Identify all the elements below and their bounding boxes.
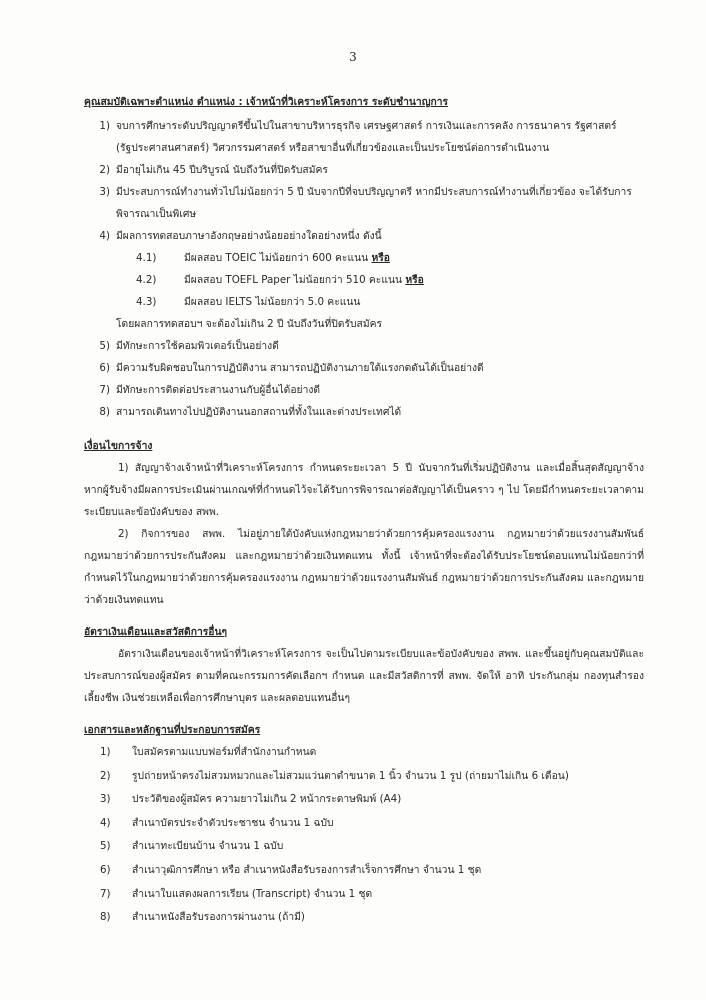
or-connector: หรือ (405, 274, 424, 286)
list-number: 5) (100, 840, 111, 853)
list-text: สำเนาบัตรประจำตัวประชาชน จำนวน 1 ฉบับ (132, 816, 334, 829)
list-text: มีผลการทดสอบภาษาอังกฤษอย่างน้อยอย่างใดอย่างหนึ่ง ดังนี้ (116, 230, 382, 242)
document-body (84, 91, 644, 930)
sub-list-item (136, 269, 644, 291)
list-number: 2) (99, 164, 110, 176)
sub-list-number: 4.1) (136, 252, 157, 264)
list-text: สำเนาหนังสือรับรองการผ่านงาน (ถ้ามี) (132, 911, 305, 924)
list-item (84, 115, 644, 159)
list-number: 4) (100, 816, 111, 829)
list-number: 1) (100, 746, 111, 758)
list-text: มีทักษะการติดต่อประสานงานกับผู้อื่นได้อย่างดี (116, 384, 321, 396)
list-item (100, 765, 644, 789)
page-number: 3 (349, 50, 357, 64)
or-connector: หรือ (371, 252, 390, 264)
list-item (100, 835, 644, 859)
list-text: มีทักษะการใช้คอมพิวเตอร์เป็นอย่างดี (116, 340, 279, 352)
list-number: 5) (99, 340, 110, 352)
list-number: 3) (99, 186, 110, 198)
list-item (100, 812, 644, 836)
list-number: 6) (99, 362, 110, 374)
list-number: 4) (99, 230, 110, 242)
sub-list-text-main: มีผลสอบ IELTS ไม่น้อยกว่า 5.0 คะแนน (184, 296, 361, 308)
list-text: สำเนาใบแสดงผลการเรียน (Transcript) จำนวน 1 ชุด (132, 887, 373, 900)
sub-list-text (184, 247, 390, 269)
list-text: มีอายุไม่เกิน 45 ปีบริบูรณ์ นับถึงวันที่ปิดรับสมัคร (116, 164, 328, 176)
list-text: มีความรับผิดชอบในการปฏิบัติงาน สามารถปฏิบัติงานภายใต้แรงกดดันได้เป็นอย่างดี (116, 362, 484, 374)
test-validity-note: โดยผลการทดสอบฯ จะต้องไม่เกิน 2 ปี นับถึงวันที่ปิดรับสมัคร (116, 318, 383, 330)
sub-list-text-main: มีผลสอบ TOEFL Paper ไม่น้อยกว่า 510 คะแนน (184, 274, 406, 286)
sub-list-item (136, 291, 644, 313)
list-text: สำเนาวุฒิการศึกษา หรือ สำเนาหนังสือรับรองการสำเร็จการศึกษา จำนวน 1 ชุด (132, 863, 482, 876)
sub-list-text-main: มีผลสอบ TOEIC ไม่น้อยกว่า 600 คะแนน (184, 252, 372, 264)
list-item (100, 788, 644, 812)
application-documents-heading: เอกสารและหลักฐานที่ประกอบการสมัคร (84, 724, 261, 736)
sub-list-number: 4.3) (136, 296, 157, 308)
sub-list-number: 4.2) (136, 274, 157, 286)
salary-benefits-heading: อัตราเงินเดือนและสวัสดิการอื่นๆ (84, 626, 228, 638)
list-number: 2) (100, 769, 111, 782)
list-item (84, 357, 644, 379)
list-number: 8) (99, 406, 110, 418)
list-text: สำเนาทะเบียนบ้าน จำนวน 1 ฉบับ (132, 840, 284, 853)
list-item (84, 225, 644, 247)
paragraph: 2) กิจการของ สพพ. ไม่อยู่ภายใต้บังคับแห่งกฎหมายว่าด้วยการคุ้มครองแรงงาน กฎหมายว่าด้วยแรงงานสัมพันธ์ กฎหมายว่าด้วยการประกันสังคม และกฎหมายว่าด้วยเงินทดแทน ทั้งนี้ เจ้าหน้าที่จะต้องได้รับประโยชน์ตอบแทนไม่น้อยกว่าที่กำหนดไว้ในกฎหมายว่าด้วยการคุ้มครองแรงงาน กฎหมายว่าด้วยแรงงานสัมพันธ์ กฎหมายว่าด้วยการประกันสังคม และกฎหมายว่าด้วยเงินทดแทน (84, 528, 644, 606)
list-number: 8) (100, 911, 111, 924)
sub-list-text (184, 269, 424, 291)
list-item (100, 906, 644, 930)
list-text: ประวัติของผู้สมัคร ความยาวไม่เกิน 2 หน้ากระดาษพิมพ์ (A4) (132, 793, 402, 806)
list-number: 1) (99, 120, 110, 132)
list-text: ใบสมัครตามแบบฟอร์มที่สำนักงานกำหนด (132, 746, 317, 758)
list-number: 7) (99, 384, 110, 396)
list-item (84, 335, 644, 357)
employment-conditions-heading: เงื่อนไขการจ้าง (84, 440, 153, 452)
list-text: สามารถเดินทางไปปฏิบัติงานนอกสถานที่ทั้งในและต่างประเทศได้ (116, 406, 402, 418)
list-item (100, 883, 644, 907)
list-item (100, 859, 644, 883)
list-item (84, 401, 644, 423)
list-text: จบการศึกษาระดับปริญญาตรีขึ้นไปในสาขาบริหารธุรกิจ เศรษฐศาสตร์ การเงินและการคลัง การธนาคาร รัฐศาสตร์ (รัฐประศาสนศาสตร์) วิศวกรรมศาสตร์ หรือสาขาอื่นที่เกี่ยวข้องและเป็นประโยชน์ต่อการดำเนินงาน (116, 120, 617, 154)
list-number: 3) (100, 793, 111, 806)
sub-list-text (184, 291, 360, 313)
list-item (84, 159, 644, 181)
list-item (100, 741, 644, 765)
paragraph: อัตราเงินเดือนของเจ้าหน้าที่วิเคราะห์โครงการ จะเป็นไปตามระเบียบและข้อบังคับของ สพพ. และขึ้นอยู่กับคุณสมบัติและประสบการณ์ของผู้สมัคร ตามที่คณะกรรมการคัดเลือกฯ กำหนด และมีสวัสดิการที่ สพพ. จัดให้ อาทิ ประกันกลุ่ม กองทุนสำรองเลี้ยงชีพ เงินช่วยเหลือเพื่อการศึกษาบุตร และผลตอบแทนอื่นๆ (84, 648, 644, 704)
list-text: รูปถ่ายหน้าตรงไม่สวมหมวกและไม่สวมแว่นตาดำขนาด 1 นิ้ว จำนวน 1 รูป (ถ่ายมาไม่เกิน 6 เดือน) (132, 769, 569, 782)
sub-list-item (136, 247, 644, 269)
paragraph: 1) สัญญาจ้างเจ้าหน้าที่วิเคราะห์โครงการ กำหนดระยะเวลา 5 ปี นับจากวันที่เริ่มปฏิบัติงาน และเมื่อสิ้นสุดสัญญาจ้าง หากผู้รับจ้างมีผลการประเมินผ่านเกณฑ์ที่กำหนดไว้จะได้รับการพิจารณาต่อสัญญาได้เป็นคราว ๆ ไป โดยมีกำหนดระยะเวลาตามระเบียบและข้อบังคับของ สพพ. (84, 462, 644, 518)
list-text: มีประสบการณ์ทำงานทั่วไปไม่น้อยกว่า 5 ปี นับจากปีที่จบปริญญาตรี หากมีประสบการณ์ทำงานที่เกี่ยวข้อง จะได้รับการพิจารณาเป็นพิเศษ (116, 186, 632, 220)
list-item (84, 181, 644, 225)
qualifications-heading: คุณสมบัติเฉพาะตำแหน่ง ตำแหน่ง : เจ้าหน้าที่วิเคราะห์โครงการ ระดับชำนาญการ (84, 96, 449, 108)
list-number: 7) (100, 887, 111, 900)
list-number: 6) (100, 863, 111, 876)
list-item (84, 379, 644, 401)
documents-list (84, 741, 644, 930)
